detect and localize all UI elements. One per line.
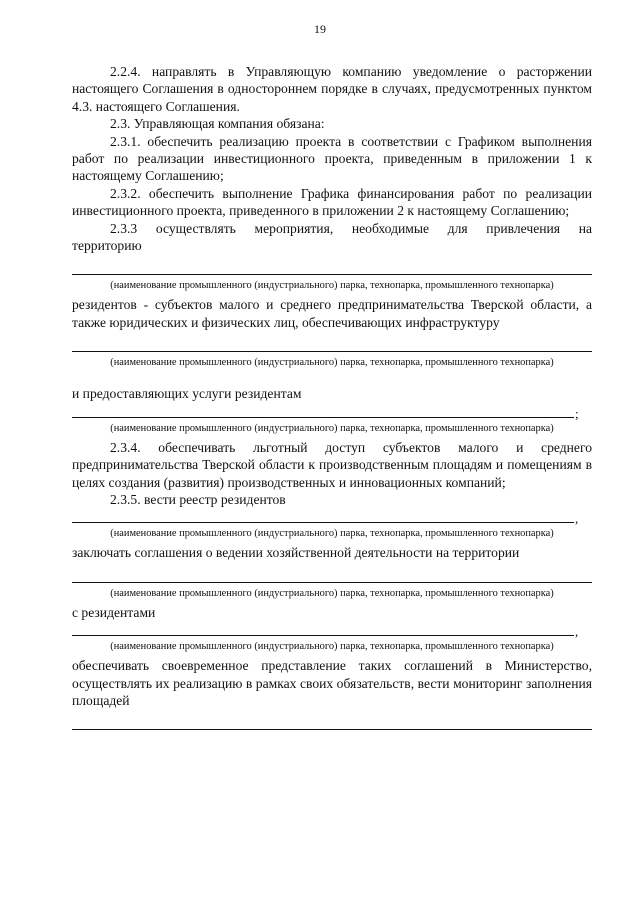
- fill-in-caption-3: (наименование промышленного (индустриального) парка, технопарка, промышленного технопарка): [110, 422, 554, 434]
- fill-in-caption-6: (наименование промышленного (индустриального) парка, технопарка, промышленного технопарка): [110, 641, 554, 653]
- paragraph-2-3-3: 2.3.3 осуществлять мероприятия, необходимые для привлечения на: [110, 220, 592, 236]
- fill-in-caption-2: (наименование промышленного (индустриального) парка, технопарка, промышленного технопарка): [110, 357, 554, 369]
- paragraph-agreements: заключать соглашения о ведении хозяйственной деятельности на территории: [72, 545, 520, 561]
- fill-in-line-park-name-6: [72, 623, 592, 638]
- fill-in-caption-5: (наименование промышленного (индустриального) парка, технопарка, промышленного технопарка): [110, 587, 554, 599]
- fill-in-line-final: [72, 717, 592, 732]
- paragraph-2-3-4: 2.3.4. обеспечивать льготный доступ субъектов малого и среднего предпринимательства Тверской области к производственным площадям и помещениям в целях создания (развития) производственных и инновационных компаний;: [72, 439, 592, 490]
- paragraph-2-3-5: 2.3.5. вести реестр резидентов: [110, 491, 286, 507]
- page-number: 19: [314, 22, 326, 36]
- fill-in-line-park-name-1: [72, 262, 592, 277]
- comma-mark: ,: [575, 624, 579, 640]
- paragraph-2-3-2: 2.3.2. обеспечить выполнение Графика финансирования работ по реализации инвестиционного проекта, приведенного в приложении 2 к настоящему Соглашению;: [72, 185, 592, 219]
- paragraph-2-3-3-territory: территорию: [72, 238, 142, 254]
- paragraph-final: обеспечивать своевременное представление таких соглашений в Министерство, осуществлять их реализацию в рамках своих обязательств, вести мониторинг заполнения площадей: [72, 658, 592, 708]
- semicolon-mark: ;: [575, 405, 579, 421]
- comma-mark: ,: [575, 511, 579, 527]
- paragraph-2-2-4: 2.2.4. направлять в Управляющую компанию уведомление о расторжении настоящего Соглашения в одностороннем порядке в случаях, предусмотренных пунктом 4.3. настоящего Соглашения.: [72, 64, 592, 114]
- fill-in-line-park-name-2: [72, 339, 592, 354]
- paragraph-with-residents: с резидентами: [72, 604, 156, 620]
- paragraph-2-3-1: 2.3.1. обеспечить реализацию проекта в соответствии с Графиком выполнения работ по реализации инвестиционного проекта, приведенным в приложении 1 к настоящему Соглашению;: [72, 133, 592, 184]
- fill-in-line-park-name-4: [72, 510, 592, 525]
- paragraph-2-3: 2.3. Управляющая компания обязана:: [110, 116, 325, 132]
- paragraph-services: и предоставляющих услуги резидентам: [72, 386, 302, 402]
- document-body: [72, 63, 592, 732]
- fill-in-caption-4: (наименование промышленного (индустриального) парка, технопарка, промышленного технопарка): [110, 528, 554, 540]
- paragraph-residents: резидентов - субъектов малого и среднего предпринимательства Тверской области, а также юридических и физических лиц, обеспечивающих инфраструктуру: [72, 297, 592, 330]
- fill-in-line-park-name-5: [72, 570, 592, 585]
- fill-in-caption-1: (наименование промышленного (индустриального) парка, технопарка, промышленного технопарка): [110, 280, 554, 292]
- fill-in-line-park-name-3: [72, 405, 592, 420]
